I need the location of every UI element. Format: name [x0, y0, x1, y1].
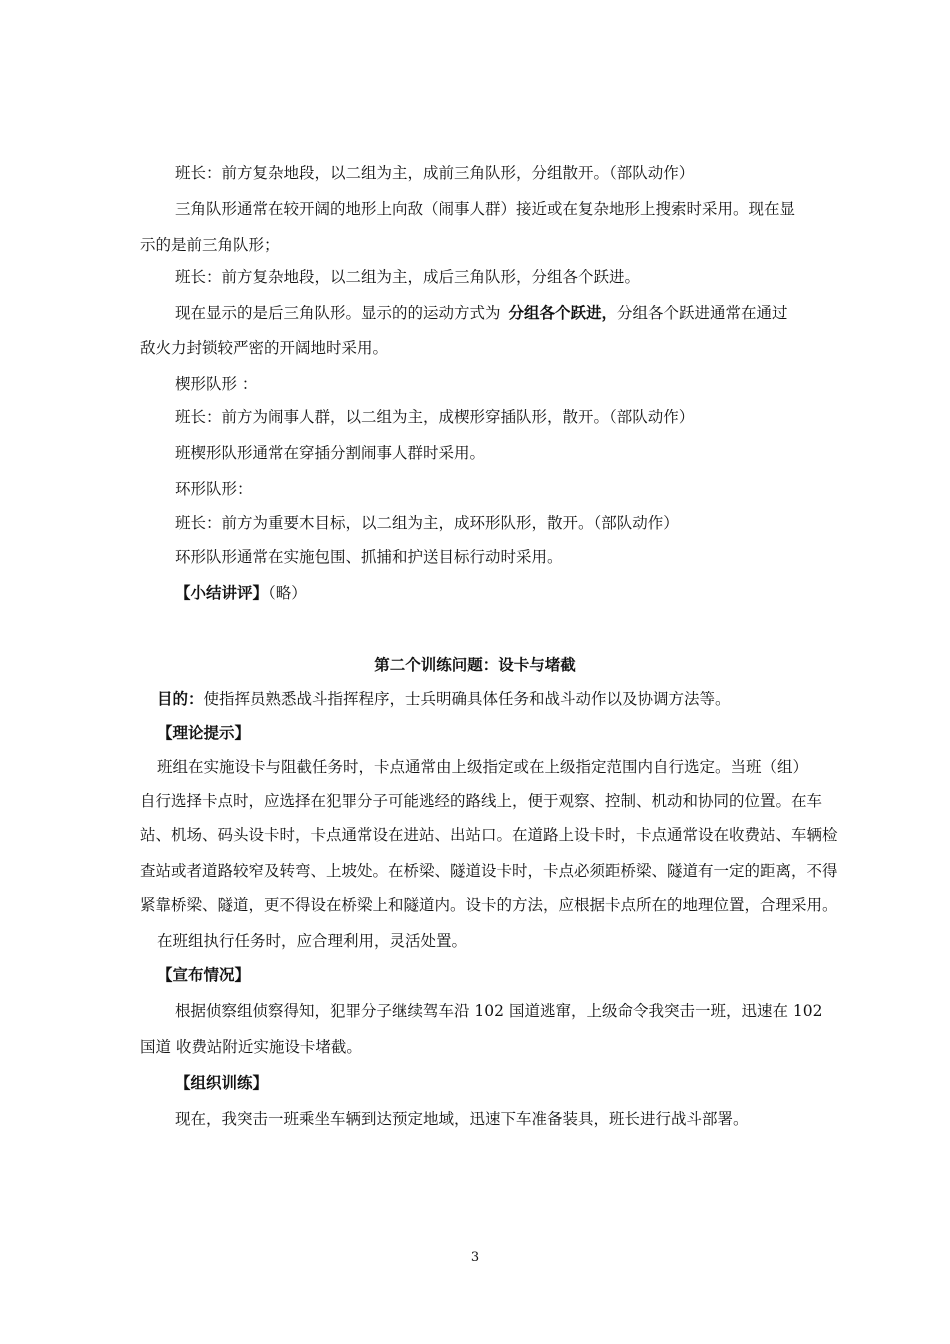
paragraph-text: （略）: [268, 584, 307, 602]
paragraph-line: 班长：前方复杂地段，以二组为主，成前三角队形，分组散开。（部队动作）: [175, 164, 695, 182]
paragraph-line: 在班组执行任务时，应合理利用，灵活处置。: [157, 932, 468, 950]
subheading-line: 楔形队形 ：: [175, 375, 258, 393]
paragraph-line: 三角队形通常在较开阔的地形上向敌（闹事人群）接近或在复杂地形上搜索时采用。现在显: [175, 200, 796, 218]
paragraph-line: 示的是前三角队形；: [140, 236, 280, 254]
paragraph-text: 现在显示的是后三角队形。显示的的运动方式为: [175, 304, 501, 322]
paragraph-text: 使指挥员熟悉战斗指挥程序，士兵明确具体任务和战斗动作以及协调方法等。: [203, 690, 731, 708]
emphasis-text: 分组各个跃进，: [508, 304, 618, 322]
section-heading: [175, 582, 307, 604]
paragraph-line: [175, 302, 788, 324]
paragraph-line: 自行选择卡点时，应选择在犯罪分子可能逃经的路线上，便于观察、控制、机动和协同的位置。在车: [140, 792, 823, 810]
section-heading: 【宣布情况】: [157, 966, 251, 984]
section-heading: 【理论提示】: [157, 724, 251, 742]
paragraph-line: 班长：前方复杂地段，以二组为主，成后三角队形，分组各个跃进。: [175, 268, 641, 286]
paragraph-line: 现在，我突击一班乘坐车辆到达预定地域，迅速下车准备装具，班长进行战斗部署。: [175, 1110, 749, 1128]
label-text: 目的：: [157, 690, 204, 708]
section-heading: 【组织训练】: [175, 1074, 269, 1092]
subheading-line: 环形队形：: [175, 480, 253, 498]
section-title: 第二个训练问题：设卡与堵截: [374, 656, 576, 674]
paragraph-line: 根据侦察组侦察得知，犯罪分子继续驾车沿 102 国道逃窜，上级命令我突击一班，迅速在 102: [175, 1002, 823, 1020]
paragraph-line: 班组在实施设卡与阻截任务时，卡点通常由上级指定或在上级指定范围内自行选定。当班（组）: [157, 758, 809, 776]
paragraph-line: 国道 收费站附近实施设卡堵截。: [140, 1038, 362, 1056]
paragraph-line: 敌火力封锁较严密的开阔地时采用。: [140, 339, 389, 357]
paragraph-line: 班楔形队形通常在穿插分割闹事人群时采用。: [175, 444, 486, 462]
paragraph-text: 分组各个跃进通常在通过: [617, 304, 788, 322]
paragraph-line: [157, 688, 731, 710]
paragraph-line: 班长：前方为重要木目标，以二组为主，成环形队形，散开。（部队动作）: [175, 514, 679, 532]
bracket-heading: 【小结讲评】: [175, 584, 269, 602]
paragraph-line: 查站或者道路较窄及转弯、上坡处。在桥梁、隧道设卡时，卡点必须距桥梁、隧道有一定的距离，不得: [140, 862, 838, 880]
paragraph-line: 环形队形通常在实施包围、抓捕和护送目标行动时采用。: [175, 548, 563, 566]
page-number: 3: [470, 1250, 480, 1265]
paragraph-line: 班长：前方为闹事人群，以二组为主，成楔形穿插队形，散开。（部队动作）: [175, 408, 695, 426]
paragraph-line: 站、机场、码头设卡时，卡点通常设在进站、出站口。在道路上设卡时，卡点通常设在收费站、车辆检: [140, 826, 838, 844]
paragraph-line: 紧靠桥梁、隧道，更不得设在桥梁上和隧道内。设卡的方法，应根据卡点所在的地理位置，合理采用。: [140, 896, 838, 914]
